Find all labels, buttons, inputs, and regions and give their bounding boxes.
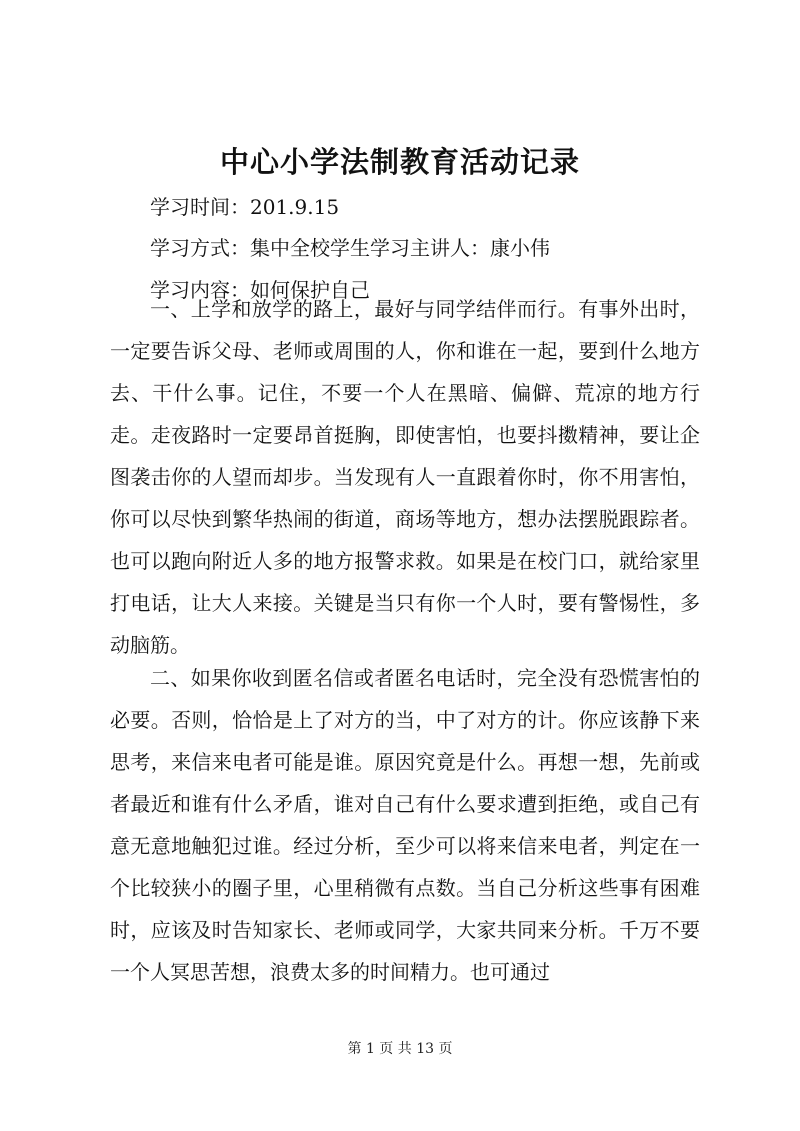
- page-footer: 第 1 页 共 13 页: [347, 1041, 453, 1057]
- study-content: 学习内容：如何保护自己: [150, 278, 370, 302]
- paragraph-2: 二、如果你收到匿名信或者匿名电话时，完全没有恐慌害怕的必要。否则，恰恰是上了对方的当，中了对方的计。你应该静下来思考，来信来电者可能是谁。原因究竟是什么。再想一想，先前或者最近和谁有什么矛盾，谁对自己有什么要求遭到拒绝，或自己有意无意地触犯过谁。经过分析，至少可以将来信来电者，判定在一个比较狭小的圈子里，心里稍微有点数。当自己分析这些事有困难时，应该及时告知家长、老师或同学，大家共同来分析。千万不要一个人冥思苦想，浪费太多的时间精力。也可通过: [110, 666, 700, 984]
- study-time: 学习时间：201.9.15: [150, 195, 340, 219]
- document-title: 中心小学法制教育活动记录: [219, 145, 580, 179]
- study-method: 学习方式：集中全校学生学习主讲人：康小伟: [150, 236, 550, 260]
- paragraph-1: 一、上学和放学的路上，最好与同学结伴而行。有事外出时，一定要告诉父母、老师或周围的人，你和谁在一起，要到什么地方去、干什么事。记住，不要一个人在黑暗、偏僻、荒凉的地方行走。走夜路时一定要昂首挺胸，即使害怕，也要抖擞精神，要让企图袭击你的人望而却步。当发现有人一直跟着你时，你不用害怕，你可以尽快到繁华热闹的街道，商场等地方，想办法摆脱跟踪者。也可以跑向附近人多的地方报警求救。如果是在校门口，就给家里打电话，让大人来接。关键是当只有你一个人时，要有警惕性，多动脑筋。: [110, 297, 700, 657]
